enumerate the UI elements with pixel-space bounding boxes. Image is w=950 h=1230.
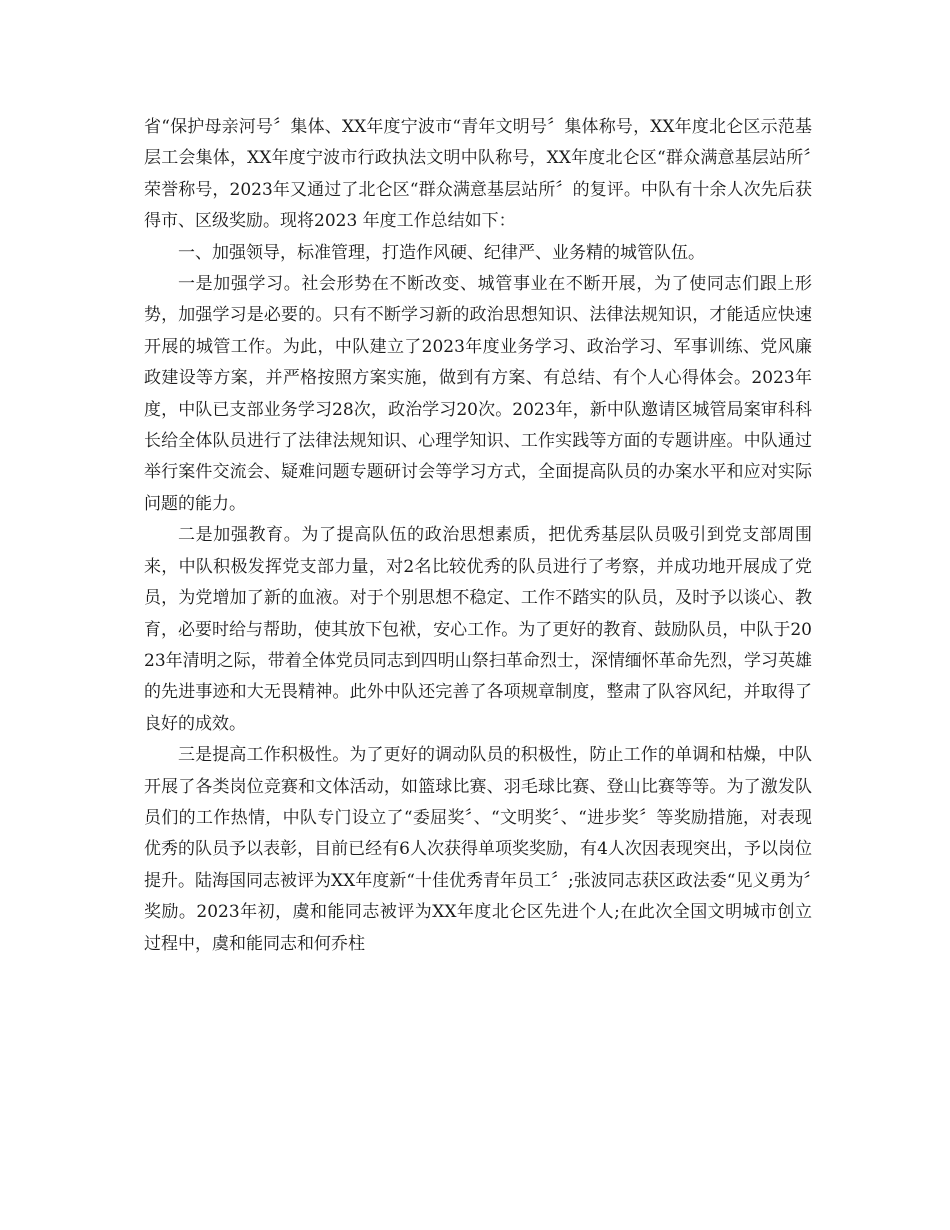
paragraph-intro: 省“保护母亲河号〞集体、XX年度宁波市“青年文明号〞集体称号，XX年度北仑区示范基层工会集体，XX年度宁波市行政执法文明中队称号，XX年度北仑区“群众满意基层站所〞荣誉称号，2023年又通过了北仑区“群众满意基层站所〞的复评。中队有十余人次先后获得市、区级奖励。现将2023 年度工作总结如下： [144, 117, 812, 232]
document-body [144, 112, 812, 960]
paragraph-education: 二是加强教育。为了提高队伍的政治思想素质，把优秀基层队员吸引到党支部周围来，中队积极发挥党支部力量，对2名比较优秀的队员进行了考察，并成功地开展成了党员，为党增加了新的血液。对于个别思想不稳定、工作不踏实的队员，及时予以谈心、教育，必要时给与帮助，使其放下包袱，安心工作。为了更好的教育、鼓励队员，中队于2023年清明之际，带着全体党员同志到四明山祭扫革命烈士，深情缅怀革命先烈，学习英雄的先进事迹和大无畏精神。此外中队还完善了各项规章制度，整肃了队容风纪，并取得了良好的成效。 [144, 525, 812, 734]
paragraph-section-heading: 一、加强领导，标准管理，打造作风硬、纪律严、业务精的城管队伍。 [178, 242, 705, 263]
paragraph-motivation: 三是提高工作积极性。为了更好的调动队员的积极性，防止工作的单调和枯燥，中队开展了各类岗位竞赛和文体活动，如篮球比赛、羽毛球比赛、登山比赛等等。为了激发队员们的工作热情，中队专门设立了“委屈奖〞、“文明奖〞、“进步奖〞等奖励措施，对表现优秀的队员予以表彰，目前已经有6人次获得单项奖奖励，有4人次因表现突出，予以岗位提升。陆海国同志被评为XX年度新“十佳优秀青年员工〞;张波同志获区政法委“见义勇为〞奖励。2023年初，虞和能同志被评为XX年度北仑区先进个人;在此次全国文明城市创立过程中，虞和能同志和何乔柱 [144, 745, 812, 954]
paragraph-study: 一是加强学习。社会形势在不断改变、城管事业在不断开展，为了使同志们跟上形势，加强学习是必要的。只有不断学习新的政治思想知识、法律法规知识，才能适应快速开展的城管工作。为此，中队建立了2023年度业务学习、政治学习、军事训练、党风廉政建设等方案，并严格按照方案实施，做到有方案、有总结、有个人心得体会。2023年度，中队已支部业务学习28次，政治学习20次。2023年，新中队邀请区城管局案审科科长给全体队员进行了法律法规知识、心理学知识、工作实践等方面的专题讲座。中队通过举行案件交流会、疑难问题专题研讨会等学习方式，全面提高队员的办案水平和应对实际问题的能力。 [144, 274, 812, 514]
